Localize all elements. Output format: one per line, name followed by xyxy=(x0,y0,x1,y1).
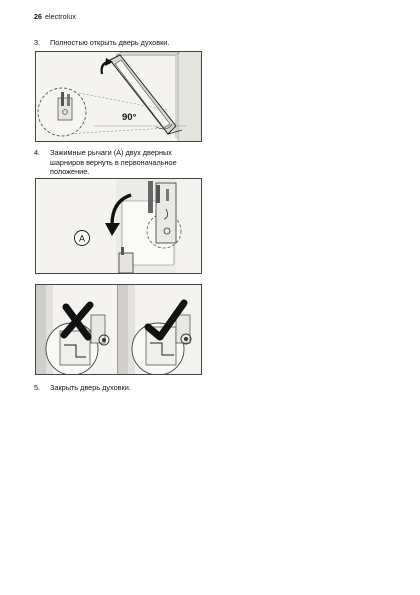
step-number: 4. xyxy=(34,148,41,157)
step-text: Полностью открыть дверь духовки. xyxy=(50,38,170,47)
step-text-line-1: Зажимные рычаги (А) двух дверных xyxy=(50,148,172,157)
wrong-correct-illustration xyxy=(36,285,201,374)
figure-wrong-correct xyxy=(35,284,202,375)
brand-name: electrolux xyxy=(45,14,76,21)
step-text-line-3: положение. xyxy=(50,167,90,177)
step-text-line-2: шарниров вернуть в первоначальное xyxy=(50,157,177,167)
step-number: 3. xyxy=(34,38,41,47)
step-number: 5. xyxy=(34,383,41,392)
angle-label: 90° xyxy=(122,112,137,123)
step-5 xyxy=(34,383,374,393)
figure-hinge-lever xyxy=(35,178,202,274)
step-3 xyxy=(34,38,374,48)
step-text: Закрыть дверь духовки. xyxy=(50,383,131,392)
step-4 xyxy=(34,148,374,178)
page-number: 26 xyxy=(34,14,42,21)
page-header xyxy=(34,14,76,21)
lever-label: A xyxy=(78,233,86,244)
oven-door-illustration xyxy=(36,52,201,141)
hinge-lever-illustration xyxy=(36,179,201,273)
figure-door-open xyxy=(35,51,202,142)
